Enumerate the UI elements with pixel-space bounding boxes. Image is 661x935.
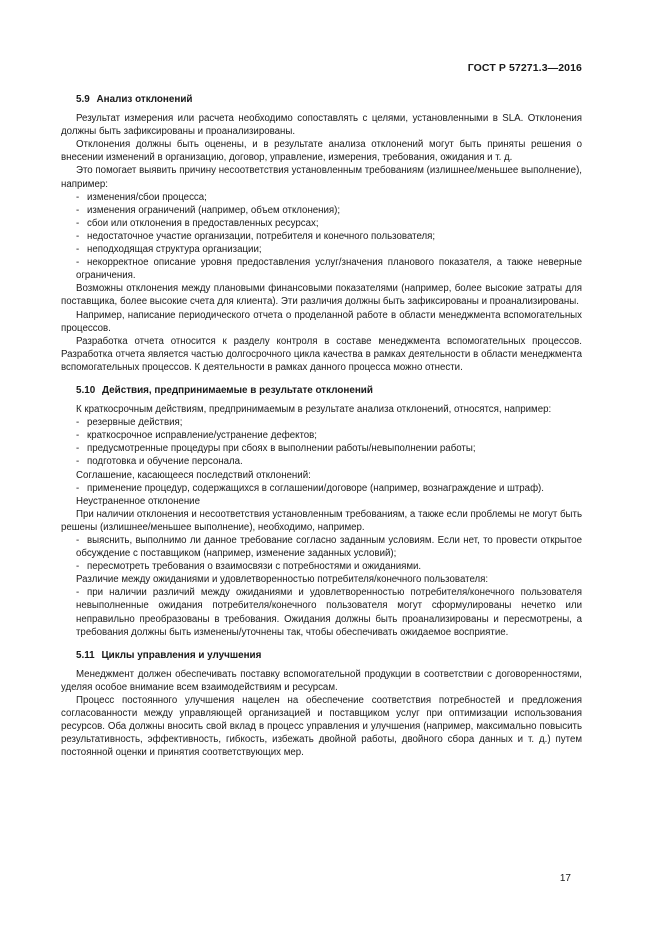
- page-number: 17: [559, 873, 571, 884]
- list-item: - сбои или отклонения в предоставленных ресурсах;: [76, 217, 319, 229]
- list-item: - изменения ограничений (например, объем отклонения);: [76, 204, 341, 216]
- paragraph: Процесс постоянного улучшения нацелен на обеспечение соответствия потребностей и предложения согласованности между управляющей организацией и поставщиком услуг при оптимизации использования ресурсов. Оба должны вносить свой вклад в процесс управления и улучшения (например, максимально повысить результативность, эффективность, гибкость, избежать двойной работы, двойного сбора данных и т. д.) путем постоянной оценки и принятия соответствующих мер.: [61, 695, 582, 759]
- section-heading-5-9: 5.9 Анализ отклонений: [76, 94, 193, 105]
- standard-header: ГОСТ Р 57271.3—2016: [467, 62, 582, 74]
- list-item: - при наличии различий между ожиданиями и удовлетворенностью потребителя/конечного пользователя невыполненные ожидания потребителя/конечного пользователя могут сформулированы нечетко или неправильно преобразованы в требования. Ожидания должны быть проанализированы и пересмотрены, а требования должны быть изменены/уточнены так, чтобы обеспечивать ожидаемое восприятие.: [76, 587, 582, 638]
- paragraph: Возможны отклонения между плановыми финансовыми показателями (например, более высокие затраты для поставщика, более высокие счета для клиента). Эти различия должны быть зафиксированы и проанализированы.: [61, 283, 582, 308]
- list-item: - применение процедур, содержащихся в соглашении/договоре (например, вознаграждение и штраф).: [76, 482, 544, 494]
- paragraph: Результат измерения или расчета необходимо сопоставлять с целями, установленными в SLA. Отклонения должны быть зафиксированы и проанализированы.: [61, 113, 582, 138]
- paragraph: К краткосрочным действиям, предпринимаемым в результате анализа отклонений, относятся, например:: [76, 404, 552, 416]
- paragraph: Разработка отчета относится к разделу контроля в составе менеджмента вспомогательных процессов. Разработка отчета является частью долгосрочного цикла качества в рамках деятельности в области менеджмента вспомогательных процессов. К деятельности в рамках данного процесса можно отнести.: [61, 335, 582, 373]
- list-item: - некорректное описание уровня предоставления услуг/значения планового показателя, а также неверные ограничения.: [76, 257, 582, 282]
- paragraph: Отклонения должны быть оценены, и в результате анализа отклонений могут быть приняты решения о внесении изменений в организацию, договор, управление, измерения, требования, ожидания и т. д.: [61, 139, 582, 164]
- paragraph: Это помогает выявить причину несоответствия установленным требованиям (излишнее/меньшее выполнение), например:: [61, 165, 582, 190]
- list-item: - краткосрочное исправление/устранение дефектов;: [76, 430, 317, 442]
- paragraph: Различие между ожиданиями и удовлетворенностью потребителя/конечного пользователя:: [76, 574, 489, 586]
- list-item: - пересмотреть требования о взаимосвязи с потребностями и ожиданиями.: [76, 561, 422, 573]
- list-item: - неподходящая структура организации;: [76, 244, 262, 256]
- paragraph: Менеджмент должен обеспечивать поставку вспомогательной продукции в соответствии с договоренностями, уделяя особое внимание всем взаимодействиям и ресурсам.: [61, 668, 582, 693]
- list-item: - недостаточное участие организации, потребителя и конечного пользователя;: [76, 230, 436, 242]
- paragraph: При наличии отклонения и несоответствия установленным требованиям, а также если проблемы не могут быть решены (излишнее/меньшее выполнение), необходимо, например.: [61, 508, 582, 533]
- list-item: - выяснить, выполнимо ли данное требование согласно заданным условиям. Если нет, то провести открытое обсуждение с поставщиком (например, изменение заданных условий);: [76, 535, 582, 560]
- paragraph: Например, написание периодического отчета о проделанной работе в области менеджмента вспомогательных процессов.: [61, 309, 582, 334]
- list-item: - подготовка и обучение персонала.: [76, 456, 243, 468]
- section-heading-5-10: 5.10 Действия, предпринимаемые в результате отклонений: [76, 384, 373, 396]
- paragraph: Неустраненное отклонение: [76, 495, 200, 507]
- list-item: - резервные действия;: [76, 417, 183, 429]
- section-heading-5-11: 5.11 Циклы управления и улучшения: [76, 649, 262, 661]
- list-item: - предусмотренные процедуры при сбоях в выполнении работы/невыполнении работы;: [76, 443, 476, 455]
- document-body: [61, 90, 582, 760]
- paragraph: Соглашение, касающееся последствий отклонений:: [76, 469, 311, 481]
- list-item: - изменения/сбои процесса;: [76, 191, 207, 203]
